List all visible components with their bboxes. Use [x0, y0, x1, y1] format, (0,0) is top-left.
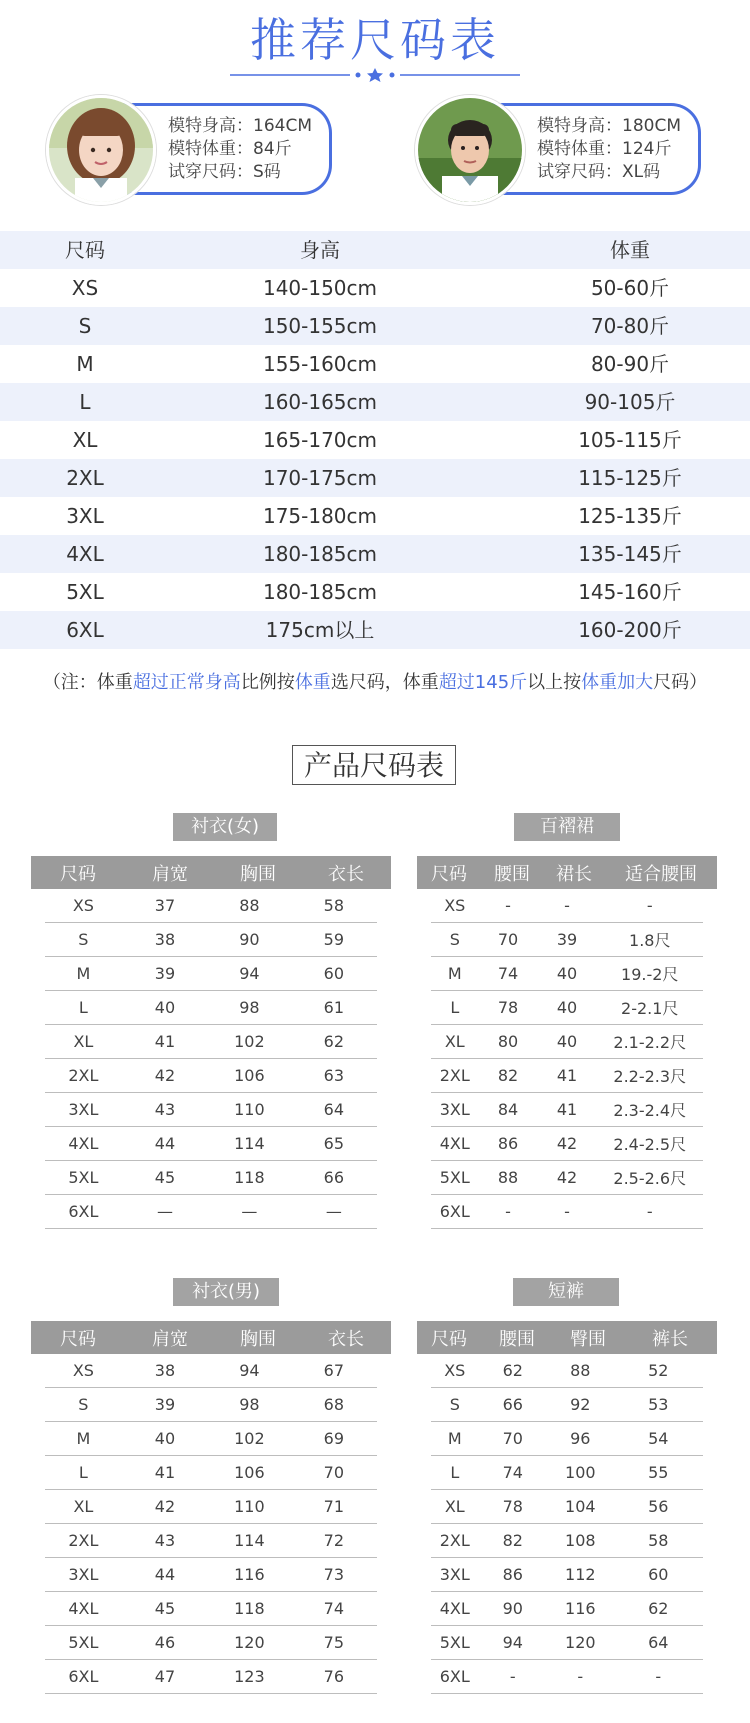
header-cell: 胸围 [240, 863, 276, 885]
table-cell: 42 [154, 1497, 176, 1516]
table-cell: M [76, 964, 91, 983]
table-row [431, 1127, 703, 1161]
table-cell: 5XL [439, 1168, 470, 1187]
cell-size: M [76, 352, 94, 376]
table-cell: 82 [502, 1531, 523, 1550]
note-text: 比例按 [240, 672, 295, 693]
table-row [45, 1354, 377, 1388]
note-highlight: 体重加大 [581, 672, 654, 693]
table-cell: 70 [323, 1463, 344, 1482]
model-size: 试穿尺码：S码 [168, 162, 281, 182]
table-cell: 68 [323, 1395, 344, 1414]
table-cell: XS [72, 896, 94, 915]
table-cell: 3XL [68, 1565, 99, 1584]
table-row [431, 1195, 703, 1229]
table-cell: 53 [648, 1395, 669, 1414]
table-cell: 63 [323, 1066, 344, 1085]
table-header-row [417, 856, 717, 889]
table-row [45, 1558, 377, 1592]
table-row [0, 573, 750, 611]
table-cell: 110 [234, 1497, 265, 1516]
cell-weight: 145-160斤 [578, 580, 682, 604]
table-cell: 118 [234, 1168, 265, 1187]
table-row [0, 459, 750, 497]
header-cell: 尺码 [60, 863, 96, 885]
cell-size: 4XL [66, 542, 104, 566]
table-cell: 43 [154, 1531, 176, 1550]
page-title: 推荐尺码表 [250, 13, 500, 67]
table-cell: 94 [239, 1361, 260, 1380]
table-row [45, 1388, 377, 1422]
pleated-skirt-tag: 百褶裙 [514, 813, 620, 841]
table-cell: 114 [234, 1531, 265, 1550]
table-cell: 64 [323, 1100, 344, 1119]
cell-size: 3XL [66, 504, 104, 528]
table-row [45, 957, 377, 991]
table-row [0, 497, 750, 535]
table-row [0, 383, 750, 421]
table-row [0, 269, 750, 307]
table-cell: 100 [565, 1463, 596, 1482]
header-weight: 体重 [610, 238, 650, 262]
table-cell: S [78, 930, 89, 949]
table-row [431, 1025, 703, 1059]
model-height: 模特身高：164CM [168, 116, 312, 136]
table-cell: 71 [323, 1497, 344, 1516]
header-cell: 裙长 [556, 863, 592, 885]
cell-weight: 70-80斤 [590, 314, 670, 338]
table-cell: 112 [565, 1565, 596, 1584]
table-cell: 42 [556, 1134, 578, 1153]
cell-height: 160-165cm [262, 390, 378, 414]
table-cell: 70 [502, 1429, 523, 1448]
header-cell: 裤长 [652, 1328, 688, 1350]
table-header-row [0, 231, 750, 269]
table-cell: 86 [497, 1134, 519, 1153]
table-cell: 41 [154, 1032, 176, 1051]
header-cell: 臀围 [570, 1328, 606, 1350]
table-cell: 37 [154, 896, 176, 915]
table-row [431, 1660, 703, 1694]
table-cell: 104 [565, 1497, 596, 1516]
cell-size: S [78, 314, 92, 338]
cell-height: 180-185cm [262, 580, 378, 604]
table-cell: 80 [497, 1032, 519, 1051]
table-row [45, 1626, 377, 1660]
header-height: 身高 [300, 238, 340, 262]
header-cell: 衣长 [328, 863, 364, 885]
table-row [45, 1093, 377, 1127]
header-cell: 肩宽 [152, 863, 188, 885]
header-cell: 尺码 [431, 1328, 467, 1350]
table-row [431, 957, 703, 991]
header-cell: 尺码 [431, 863, 467, 885]
table-cell: XL [444, 1032, 465, 1051]
table-cell: 86 [502, 1565, 523, 1584]
table-cell: - [564, 1202, 570, 1221]
note-text: 以上按 [527, 672, 582, 693]
table-row [431, 1558, 703, 1592]
table-cell: 42 [556, 1168, 578, 1187]
table-row [431, 1059, 703, 1093]
table-cell: L [78, 998, 88, 1017]
table-cell: - [655, 1667, 662, 1686]
table-cell: - [509, 1667, 516, 1686]
table-cell: 43 [154, 1100, 176, 1119]
table-header-row [31, 1321, 391, 1354]
table-cell: 45 [154, 1168, 176, 1187]
table-cell: 90 [239, 930, 260, 949]
header-cell: 胸围 [240, 1328, 276, 1350]
note-highlight: 超过正常身高 [132, 672, 241, 693]
cell-height: 155-160cm [262, 352, 378, 376]
table-cell: — [241, 1202, 258, 1221]
table-row [45, 923, 377, 957]
table-cell: 5XL [68, 1168, 99, 1187]
table-row [431, 1626, 703, 1660]
table-cell: 39 [556, 930, 578, 949]
table-row [0, 611, 750, 649]
table-cell: 78 [502, 1497, 523, 1516]
table-cell: S [449, 930, 460, 949]
table-cell: XS [444, 1361, 466, 1380]
table-cell: 72 [323, 1531, 344, 1550]
table-cell: XS [72, 1361, 94, 1380]
table-cell: 59 [323, 930, 344, 949]
table-cell: M [447, 964, 462, 983]
table-cell: XS [444, 896, 466, 915]
female-model-card [46, 95, 346, 199]
table-cell: 120 [234, 1633, 265, 1652]
shirt-men-table [31, 1321, 391, 1694]
table-row [431, 1456, 703, 1490]
title-divider [230, 68, 520, 82]
table-cell: 2-2.1尺 [621, 999, 679, 1018]
table-row [431, 991, 703, 1025]
table-cell: - [564, 896, 570, 915]
shirt-women-tag: 衬衣(女) [173, 813, 277, 841]
table-cell: 84 [497, 1100, 519, 1119]
table-cell: 92 [570, 1395, 591, 1414]
table-cell: 47 [154, 1667, 176, 1686]
table-cell: S [449, 1395, 460, 1414]
cell-height: 175cm以上 [265, 618, 375, 642]
table-row [431, 1093, 703, 1127]
table-cell: 2.2-2.3尺 [613, 1067, 687, 1086]
table-cell: 65 [323, 1134, 344, 1153]
table-cell: 66 [323, 1168, 344, 1187]
table-cell: 39 [154, 964, 176, 983]
table-cell: 2XL [439, 1531, 470, 1550]
table-cell: 4XL [439, 1599, 470, 1618]
table-header-row [31, 856, 391, 889]
cell-weight: 80-90斤 [590, 352, 670, 376]
shirt-women-table [31, 856, 391, 1229]
table-cell: 76 [323, 1667, 344, 1686]
table-cell: 3XL [439, 1100, 470, 1119]
table-row [45, 1195, 377, 1229]
shirt-men-tag: 衬衣(男) [173, 1278, 279, 1306]
header-cell: 肩宽 [152, 1328, 188, 1350]
table-cell: 62 [648, 1599, 669, 1618]
header-cell: 腰围 [494, 863, 530, 885]
table-cell: 40 [556, 998, 578, 1017]
table-cell: 2.5-2.6尺 [613, 1169, 687, 1188]
table-cell: 94 [239, 964, 260, 983]
table-cell: 39 [154, 1395, 176, 1414]
table-row [0, 535, 750, 573]
table-cell: 116 [234, 1565, 265, 1584]
cell-weight: 160-200斤 [578, 618, 682, 642]
table-row [45, 1592, 377, 1626]
table-cell: 41 [154, 1463, 176, 1482]
table-cell: 60 [323, 964, 344, 983]
table-cell: 61 [323, 998, 344, 1017]
table-cell: L [450, 1463, 460, 1482]
table-cell: 42 [154, 1066, 176, 1085]
cell-weight: 105-115斤 [578, 428, 682, 452]
table-cell: 40 [154, 1429, 176, 1448]
note-text: 选尺码，体重 [330, 672, 439, 693]
cell-weight: 90-105斤 [584, 390, 676, 414]
table-cell: 73 [323, 1565, 344, 1584]
table-cell: 52 [648, 1361, 669, 1380]
table-cell: 96 [570, 1429, 591, 1448]
table-row [0, 345, 750, 383]
table-cell: 40 [154, 998, 176, 1017]
table-cell: 67 [323, 1361, 344, 1380]
table-cell: 102 [234, 1429, 265, 1448]
table-row [431, 1161, 703, 1195]
table-cell: 4XL [439, 1134, 470, 1153]
table-cell: 6XL [68, 1202, 99, 1221]
product-size-title: 产品尺码表 [292, 745, 456, 785]
table-cell: 78 [497, 998, 519, 1017]
cell-height: 140-150cm [262, 276, 378, 300]
table-cell: — [325, 1202, 342, 1221]
table-row [431, 1592, 703, 1626]
table-cell: 2.4-2.5尺 [613, 1135, 687, 1154]
table-cell: 19.-2尺 [621, 965, 679, 984]
cell-weight: 115-125斤 [578, 466, 682, 490]
table-cell: 75 [323, 1633, 344, 1652]
table-cell: 74 [497, 964, 519, 983]
table-cell: 38 [154, 930, 176, 949]
cell-weight: 50-60斤 [590, 276, 670, 300]
table-cell: M [447, 1429, 462, 1448]
table-row [45, 1161, 377, 1195]
table-cell: 118 [234, 1599, 265, 1618]
table-cell: 44 [154, 1565, 176, 1584]
table-row [45, 1456, 377, 1490]
table-cell: 66 [502, 1395, 523, 1414]
table-cell: 98 [239, 998, 260, 1017]
table-cell: 1.8尺 [629, 931, 671, 950]
male-model-card [415, 95, 715, 199]
table-row [45, 1422, 377, 1456]
table-row [431, 923, 703, 957]
table-cell: 123 [234, 1667, 265, 1686]
model-weight: 模特体重：124斤 [537, 139, 672, 159]
table-cell: 2XL [439, 1066, 470, 1085]
table-cell: 2XL [68, 1066, 99, 1085]
table-cell: 98 [239, 1395, 260, 1414]
model-weight: 模特体重：84斤 [168, 139, 292, 159]
table-row [431, 1354, 703, 1388]
table-cell: 62 [502, 1361, 523, 1380]
cell-height: 170-175cm [262, 466, 378, 490]
table-row [0, 307, 750, 345]
header-size: 尺码 [65, 238, 105, 262]
table-cell: 74 [323, 1599, 344, 1618]
table-cell: 41 [556, 1100, 578, 1119]
table-cell: 44 [154, 1134, 176, 1153]
table-cell: - [646, 896, 653, 915]
cell-weight: 135-145斤 [578, 542, 682, 566]
table-cell: 94 [502, 1633, 523, 1652]
note-highlight: 超过145斤 [438, 672, 528, 693]
table-cell: - [505, 896, 511, 915]
header-cell: 衣长 [328, 1328, 364, 1350]
table-cell: 54 [648, 1429, 669, 1448]
table-row [45, 889, 377, 923]
table-cell: 6XL [68, 1667, 99, 1686]
table-row [45, 1524, 377, 1558]
cell-height: 150-155cm [262, 314, 378, 338]
cell-size: XS [71, 276, 99, 300]
cell-height: 175-180cm [262, 504, 378, 528]
table-cell: 64 [648, 1633, 669, 1652]
table-cell: 46 [154, 1633, 176, 1652]
table-cell: 4XL [68, 1599, 99, 1618]
table-cell: 2.1-2.2尺 [613, 1033, 687, 1052]
table-row [45, 1025, 377, 1059]
table-row [431, 1388, 703, 1422]
table-cell: 106 [234, 1066, 265, 1085]
table-header-row [417, 1321, 717, 1354]
table-cell: 106 [234, 1463, 265, 1482]
header-cell: 尺码 [60, 1328, 96, 1350]
table-row [45, 1059, 377, 1093]
table-cell: 108 [565, 1531, 596, 1550]
table-cell: 70 [497, 930, 519, 949]
table-cell: 88 [570, 1361, 591, 1380]
cell-height: 165-170cm [262, 428, 378, 452]
table-cell: 110 [234, 1100, 265, 1119]
table-cell: 3XL [439, 1565, 470, 1584]
table-cell: 2.3-2.4尺 [613, 1101, 687, 1120]
cell-height: 180-185cm [262, 542, 378, 566]
table-cell: 74 [502, 1463, 523, 1482]
table-cell: 120 [565, 1633, 596, 1652]
table-cell: 56 [648, 1497, 669, 1516]
table-cell: 41 [556, 1066, 578, 1085]
note-text: （注：体重 [42, 672, 133, 693]
table-cell: XL [73, 1497, 94, 1516]
table-row [431, 1490, 703, 1524]
table-row [431, 889, 703, 923]
table-cell: 88 [497, 1168, 519, 1187]
header-cell: 腰围 [499, 1328, 535, 1350]
cell-weight: 125-135斤 [578, 504, 682, 528]
note-highlight: 体重 [294, 672, 331, 693]
header-cell: 适合腰围 [625, 863, 697, 885]
male-model-avatar [415, 95, 525, 205]
female-model-avatar [46, 95, 156, 205]
table-row [45, 991, 377, 1025]
table-cell: S [78, 1395, 89, 1414]
table-cell: L [78, 1463, 88, 1482]
table-cell: 6XL [439, 1667, 470, 1686]
recommend-size-table [0, 231, 750, 649]
model-size: 试穿尺码：XL码 [537, 162, 661, 182]
table-row [431, 1524, 703, 1558]
table-cell: XL [444, 1497, 465, 1516]
table-cell: 62 [323, 1032, 344, 1051]
table-cell: 5XL [68, 1633, 99, 1652]
table-cell: 88 [239, 896, 260, 915]
model-height: 模特身高：180CM [537, 116, 681, 136]
table-cell: M [76, 1429, 91, 1448]
table-cell: 6XL [439, 1202, 470, 1221]
table-cell: 38 [154, 1361, 176, 1380]
table-cell: XL [73, 1032, 94, 1051]
table-cell: - [577, 1667, 584, 1686]
table-cell: 40 [556, 1032, 578, 1051]
table-cell: - [505, 1202, 511, 1221]
table-cell: 102 [234, 1032, 265, 1051]
cell-size: 6XL [66, 618, 104, 642]
table-cell: 2XL [68, 1531, 99, 1550]
size-note [0, 668, 750, 694]
pleated-skirt-table [417, 856, 717, 1229]
table-cell: 55 [648, 1463, 669, 1482]
table-cell: — [156, 1202, 173, 1221]
shorts-table [417, 1321, 717, 1694]
cell-size: XL [72, 428, 98, 452]
shorts-tag: 短裤 [513, 1278, 619, 1306]
table-cell: 90 [502, 1599, 523, 1618]
table-cell: L [450, 998, 460, 1017]
table-cell: 58 [648, 1531, 669, 1550]
table-cell: 5XL [439, 1633, 470, 1652]
table-cell: 69 [323, 1429, 344, 1448]
table-cell: 45 [154, 1599, 176, 1618]
table-cell: 82 [497, 1066, 519, 1085]
cell-size: L [79, 390, 91, 414]
table-cell: 114 [234, 1134, 265, 1153]
table-row [45, 1127, 377, 1161]
table-cell: - [646, 1202, 653, 1221]
table-cell: 58 [323, 896, 344, 915]
table-cell: 40 [556, 964, 578, 983]
cell-size: 2XL [66, 466, 104, 490]
table-cell: 116 [565, 1599, 596, 1618]
table-cell: 60 [648, 1565, 669, 1584]
table-row [45, 1490, 377, 1524]
cell-size: 5XL [66, 580, 104, 604]
table-cell: 4XL [68, 1134, 99, 1153]
note-text: 尺码） [653, 672, 708, 693]
table-cell: 3XL [68, 1100, 99, 1119]
table-row [431, 1422, 703, 1456]
table-row [0, 421, 750, 459]
table-row [45, 1660, 377, 1694]
